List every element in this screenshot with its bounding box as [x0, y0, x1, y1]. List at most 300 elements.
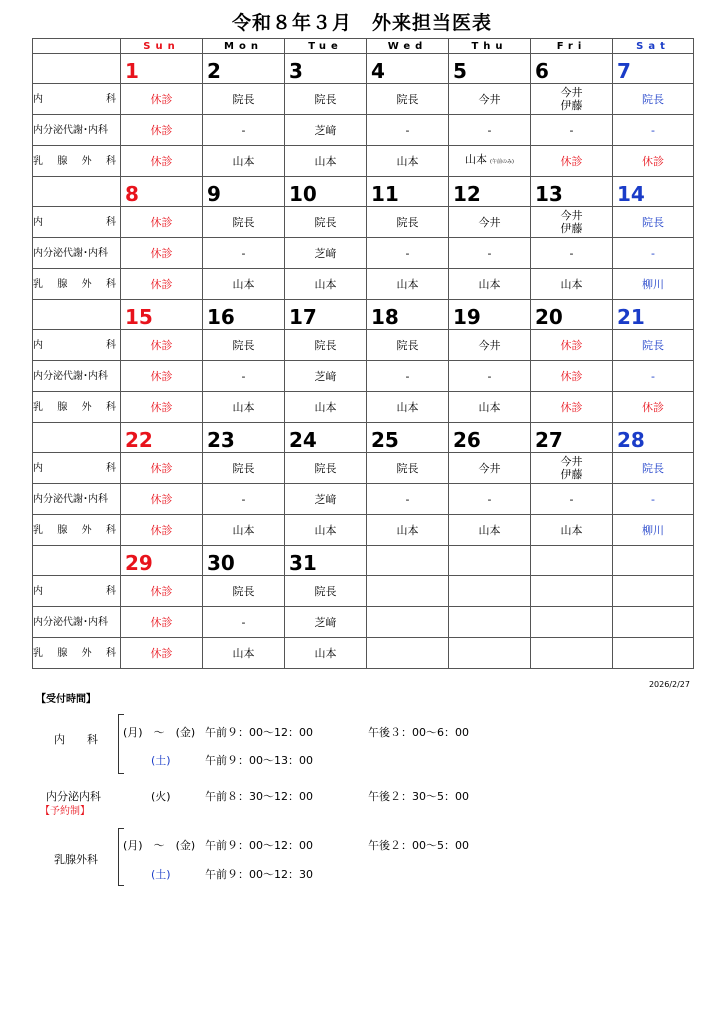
- doctor-name: 休診: [560, 400, 583, 414]
- doctor-name: 休診: [150, 123, 173, 137]
- schedule-cell-breast-fri: [531, 515, 613, 546]
- date-number: 1: [125, 59, 139, 83]
- schedule-cell-internal-tue: [285, 207, 367, 238]
- schedule-cell-endocrine-tue: [285, 238, 367, 269]
- schedule-cell-breast-fri: [531, 392, 613, 423]
- schedule-cell-breast-tue: [285, 638, 367, 669]
- schedule-cell-endocrine-mon: [203, 361, 285, 392]
- doctor-name: 休診: [150, 277, 173, 291]
- schedule-cell-breast-mon: [203, 392, 285, 423]
- schedule-cell-internal-fri: [531, 576, 613, 607]
- date-cell-tue: [285, 177, 367, 207]
- schedule-cell-internal-tue: [285, 453, 367, 484]
- week-label-blank: [33, 300, 121, 330]
- dept-label-char: 外: [81, 524, 92, 536]
- date-number: 22: [125, 428, 153, 452]
- doctor-name: 院長: [642, 92, 664, 106]
- reception-internal-weekday-am: 午前９：00～12：00: [205, 726, 313, 739]
- date-cell-wed: [367, 177, 449, 207]
- dept-label-text: [33, 216, 120, 229]
- dept-label-text: 内分泌代謝･内科: [33, 370, 108, 382]
- doctor-name: 山本: [232, 400, 255, 414]
- dept-label-char: 腺: [57, 647, 68, 659]
- reception-internal-label: 内 科: [54, 733, 98, 746]
- dept-label-char: 内: [33, 585, 43, 597]
- schedule-cell-breast-mon: [203, 515, 285, 546]
- dept-label-char: 科: [106, 462, 116, 474]
- date-number: 21: [617, 305, 645, 329]
- schedule-cell-breast-mon: [203, 638, 285, 669]
- doctor-name: 山本: [314, 523, 337, 537]
- doctor-name: 院長: [396, 461, 419, 475]
- dept-label-text: [33, 93, 120, 106]
- doctor-name: 芝﨑: [314, 369, 337, 383]
- doctor-name: 休診: [560, 338, 583, 352]
- doctor-name: 伊藤: [560, 99, 583, 112]
- date-number: 29: [125, 551, 153, 575]
- doctor-name: -: [569, 123, 574, 137]
- reception-title: 【受付時間】: [36, 694, 96, 705]
- dept-label-text: [33, 401, 120, 414]
- dept-label-char: 科: [105, 524, 116, 536]
- doctor-name: 山本: [560, 277, 583, 291]
- doctor-name: 休診: [560, 369, 583, 383]
- doctor-name: 山本: [396, 154, 419, 168]
- doctor-name: -: [241, 246, 246, 260]
- doctor-name: 山本: [396, 400, 419, 414]
- doctor-name: 山本: [314, 277, 337, 291]
- doctor-name: 院長: [232, 461, 255, 475]
- doctor-name: 院長: [314, 584, 337, 598]
- dept-label-char: 外: [81, 401, 92, 413]
- date-cell-sun: [121, 546, 203, 576]
- week-date-row: [33, 546, 694, 576]
- schedule-cell-endocrine-wed: [367, 361, 449, 392]
- schedule-cell-endocrine-fri: [531, 115, 613, 146]
- day-header-thu: Thu: [449, 39, 531, 54]
- doctor-name: 山本: [314, 646, 337, 660]
- schedule-cell-breast-thu: [449, 269, 531, 300]
- reception-breast-weekday-days: (月) ～ (金): [123, 839, 196, 852]
- doctor-name: -: [405, 123, 410, 137]
- schedule-cell-internal-sun: [121, 84, 203, 115]
- doctor-name: -: [405, 246, 410, 260]
- date-number: 27: [535, 428, 563, 452]
- schedule-cell-endocrine-sat: [613, 607, 694, 638]
- doctor-name: 山本: [478, 523, 501, 537]
- reception-endocrine-note: 【予約制】: [40, 806, 90, 817]
- date-number: 31: [289, 551, 317, 575]
- reception-endocrine-pm: 午後２：30～5：00: [368, 790, 469, 803]
- schedule-cell-internal-fri: [531, 330, 613, 361]
- date-cell-tue: [285, 423, 367, 453]
- date-cell-mon: [203, 300, 285, 330]
- schedule-cell-internal-sun: [121, 453, 203, 484]
- dept-label-endocrine: [33, 484, 121, 515]
- schedule-cell-breast-tue: [285, 392, 367, 423]
- dept-label-text: 内分泌代謝･内科: [33, 616, 108, 628]
- date-number: 2: [207, 59, 221, 83]
- doctor-name: 休診: [150, 154, 173, 168]
- date-cell-wed: [367, 423, 449, 453]
- dept-label-text: [33, 524, 120, 537]
- schedule-cell-internal-wed: [367, 330, 449, 361]
- schedule-cell-internal-thu: [449, 453, 531, 484]
- doctor-name: 院長: [232, 584, 255, 598]
- dept-row-internal: [33, 207, 694, 238]
- doctor-name: 休診: [150, 400, 173, 414]
- date-number: 12: [453, 182, 481, 206]
- doctor-name: 山本: [560, 523, 583, 537]
- dept-label-text: [33, 462, 120, 475]
- doctor-name: 院長: [396, 92, 419, 106]
- schedule-cell-endocrine-thu: [449, 484, 531, 515]
- doctor-name: 休診: [150, 584, 173, 598]
- doctor-name: 休診: [150, 246, 173, 260]
- date-number: 5: [453, 59, 467, 83]
- dept-label-char: 科: [105, 155, 116, 167]
- doctor-name: 院長: [314, 215, 337, 229]
- doctor-name: 芝﨑: [314, 246, 337, 260]
- doctor-name: 院長: [396, 215, 419, 229]
- date-number: 6: [535, 59, 549, 83]
- date-cell-thu: [449, 546, 531, 576]
- morning-only-note: (午前のみ): [490, 159, 514, 165]
- date-number: 3: [289, 59, 303, 83]
- dept-row-internal: [33, 453, 694, 484]
- doctor-name: 休診: [560, 154, 583, 168]
- date-cell-fri: [531, 423, 613, 453]
- schedule-cell-internal-sun: [121, 330, 203, 361]
- schedule-cell-endocrine-mon: [203, 607, 285, 638]
- schedule-cell-internal-sat: [613, 84, 694, 115]
- schedule-cell-breast-sat: [613, 515, 694, 546]
- week-label-blank: [33, 546, 121, 576]
- date-number: 23: [207, 428, 235, 452]
- dept-label-char: 内: [33, 93, 43, 105]
- schedule-cell-internal-wed: [367, 207, 449, 238]
- dept-label-char: 乳: [33, 155, 43, 167]
- schedule-cell-breast-tue: [285, 269, 367, 300]
- dept-label-breast: [33, 269, 121, 300]
- schedule-cell-internal-sun: [121, 207, 203, 238]
- week-date-row: [33, 300, 694, 330]
- schedule-cell-endocrine-thu: [449, 238, 531, 269]
- schedule-cell-internal-thu: [449, 84, 531, 115]
- reception-endocrine-label: 内分泌内科: [46, 790, 101, 803]
- dept-label-char: 科: [105, 278, 116, 290]
- schedule-cell-endocrine-sat: [613, 484, 694, 515]
- doctor-name: -: [651, 123, 655, 137]
- date-cell-wed: [367, 546, 449, 576]
- dept-label-char: 腺: [57, 524, 68, 536]
- dept-label-char: 腺: [57, 278, 68, 290]
- doctor-name: 院長: [396, 338, 419, 352]
- dept-label-text: [33, 585, 120, 598]
- schedule-cell-endocrine-mon: [203, 484, 285, 515]
- doctor-name: 今井: [478, 215, 501, 229]
- day-header-row: [33, 39, 694, 54]
- schedule-cell-internal-sat: [613, 207, 694, 238]
- schedule-cell-internal-mon: [203, 453, 285, 484]
- dept-label-text: [33, 339, 120, 352]
- dept-label-char: 科: [106, 339, 116, 351]
- reception-breast-weekday-pm: 午後２：00～5：00: [368, 839, 469, 852]
- date-cell-tue: [285, 300, 367, 330]
- schedule-cell-internal-sat: [613, 453, 694, 484]
- doctor-name: -: [241, 492, 246, 506]
- doctor-name: 伊藤: [560, 222, 583, 235]
- dept-label-char: 内: [33, 216, 43, 228]
- dept-label-char: 腺: [57, 155, 68, 167]
- schedule-cell-internal-fri: [531, 453, 613, 484]
- reception-internal-weekday-days: (月) ～ (金): [123, 726, 196, 739]
- reception-endocrine-am: 午前８：30～12：00: [205, 790, 313, 803]
- schedule-cell-endocrine-fri: [531, 238, 613, 269]
- dept-label-text: [33, 278, 120, 291]
- date-cell-fri: [531, 300, 613, 330]
- dept-label-breast: [33, 638, 121, 669]
- doctor-name: 山本: [478, 400, 501, 414]
- dept-label-char: 科: [105, 647, 116, 659]
- dept-label-endocrine: [33, 238, 121, 269]
- dept-row-endocrine: [33, 115, 694, 146]
- date-cell-mon: [203, 546, 285, 576]
- dept-label-endocrine: [33, 115, 121, 146]
- doctor-name: 院長: [314, 461, 337, 475]
- dept-row-internal: [33, 84, 694, 115]
- schedule-cell-breast-wed: [367, 392, 449, 423]
- doctor-name: 院長: [642, 338, 664, 352]
- doctor-name: 山本: [396, 523, 419, 537]
- schedule-cell-internal-tue: [285, 330, 367, 361]
- doctor-name: 山本: [232, 646, 255, 660]
- schedule-cell-breast-tue: [285, 515, 367, 546]
- schedule-cell-breast-sat: [613, 269, 694, 300]
- doctor-name: 山本: [232, 277, 255, 291]
- schedule-cell-endocrine-sun: [121, 607, 203, 638]
- doctor-name: -: [487, 246, 492, 260]
- date-number: 8: [125, 182, 139, 206]
- doctor-name: 休診: [150, 338, 173, 352]
- dept-label-char: 内: [33, 339, 43, 351]
- schedule-cell-internal-mon: [203, 207, 285, 238]
- dept-row-breast: [33, 392, 694, 423]
- schedule-cell-breast-wed: [367, 269, 449, 300]
- date-cell-sat: [613, 423, 694, 453]
- schedule-cell-internal-thu: [449, 330, 531, 361]
- schedule-cell-breast-sun: [121, 638, 203, 669]
- dept-label-text: 内分泌代謝･内科: [33, 124, 108, 136]
- schedule-cell-endocrine-wed: [367, 238, 449, 269]
- schedule-cell-endocrine-wed: [367, 607, 449, 638]
- date-cell-thu: [449, 423, 531, 453]
- schedule-cell-endocrine-wed: [367, 484, 449, 515]
- date-cell-thu: [449, 300, 531, 330]
- schedule-cell-endocrine-mon: [203, 115, 285, 146]
- schedule-cell-endocrine-sat: [613, 361, 694, 392]
- week-date-row: [33, 423, 694, 453]
- date-cell-fri: [531, 54, 613, 84]
- date-cell-sat: [613, 300, 694, 330]
- schedule-cell-breast-sun: [121, 515, 203, 546]
- doctor-name: 山本: [478, 277, 501, 291]
- schedule-cell-internal-mon: [203, 576, 285, 607]
- schedule-cell-endocrine-mon: [203, 238, 285, 269]
- day-header-sun: Sun: [121, 39, 203, 54]
- schedule-cell-endocrine-sun: [121, 238, 203, 269]
- date-cell-wed: [367, 300, 449, 330]
- date-cell-sat: [613, 177, 694, 207]
- day-header-sat: Sat: [613, 39, 694, 54]
- doctor-name: 院長: [642, 461, 664, 475]
- date-cell-tue: [285, 546, 367, 576]
- dept-label-text: [33, 155, 120, 168]
- schedule-cell-breast-sun: [121, 146, 203, 177]
- dept-label-char: 科: [105, 401, 116, 413]
- schedule-cell-breast-sun: [121, 392, 203, 423]
- schedule-cell-endocrine-tue: [285, 607, 367, 638]
- date-number: 13: [535, 182, 563, 206]
- schedule-cell-endocrine-tue: [285, 484, 367, 515]
- doctor-name: 休診: [150, 646, 173, 660]
- dept-label-text: 内分泌代謝･内科: [33, 247, 108, 259]
- week-label-blank: [33, 423, 121, 453]
- doctor-name: 休診: [150, 92, 173, 106]
- schedule-cell-endocrine-fri: [531, 484, 613, 515]
- dept-label-char: 乳: [33, 524, 43, 536]
- date-cell-sat: [613, 54, 694, 84]
- schedule-cell-breast-mon: [203, 269, 285, 300]
- doctor-name: 院長: [232, 215, 255, 229]
- dept-label-char: 科: [106, 216, 116, 228]
- schedule-table: [32, 38, 694, 669]
- date-cell-sun: [121, 177, 203, 207]
- schedule-cell-internal-fri: [531, 84, 613, 115]
- day-header-wed: Wed: [367, 39, 449, 54]
- schedule-cell-endocrine-thu: [449, 361, 531, 392]
- date-number: 20: [535, 305, 563, 329]
- schedule-cell-breast-sat: [613, 392, 694, 423]
- date-number: 11: [371, 182, 399, 206]
- schedule-cell-internal-thu: [449, 207, 531, 238]
- dept-row-breast: [33, 269, 694, 300]
- dept-label-internal: [33, 576, 121, 607]
- date-cell-sat: [613, 546, 694, 576]
- reception-breast-weekday-am: 午前９：00～12：00: [205, 839, 313, 852]
- doctor-name: 院長: [232, 338, 255, 352]
- date-cell-wed: [367, 54, 449, 84]
- date-number: 26: [453, 428, 481, 452]
- schedule-cell-internal-wed: [367, 453, 449, 484]
- doctor-name: -: [487, 369, 492, 383]
- schedule-cell-internal-wed: [367, 84, 449, 115]
- dept-label-breast: [33, 392, 121, 423]
- dept-label-char: 科: [106, 585, 116, 597]
- doctor-name: 山本: [396, 277, 419, 291]
- schedule-cell-endocrine-wed: [367, 115, 449, 146]
- reception-endocrine-days: (火): [151, 790, 171, 803]
- date-number: 18: [371, 305, 399, 329]
- dept-label-char: 科: [106, 93, 116, 105]
- schedule-cell-breast-sun: [121, 269, 203, 300]
- corner-cell: [33, 39, 121, 54]
- reception-breast-label: 乳腺外科: [54, 853, 98, 866]
- schedule-cell-breast-sat: [613, 638, 694, 669]
- doctor-name: 柳川: [642, 523, 664, 537]
- dept-label-internal: [33, 330, 121, 361]
- doctor-name: 今井: [478, 338, 501, 352]
- date-cell-sun: [121, 54, 203, 84]
- doctor-name: 芝﨑: [314, 492, 337, 506]
- dept-row-internal: [33, 576, 694, 607]
- dept-row-breast: [33, 146, 694, 177]
- schedule-cell-breast-mon: [203, 146, 285, 177]
- date-number: 10: [289, 182, 317, 206]
- dept-label-endocrine: [33, 361, 121, 392]
- doctor-name: 今井: [560, 455, 583, 468]
- schedule-cell-breast-thu: [449, 638, 531, 669]
- doctor-name: 休診: [150, 215, 173, 229]
- doctor-name: 休診: [150, 461, 173, 475]
- schedule-cell-endocrine-sun: [121, 361, 203, 392]
- doctor-name: 院長: [232, 92, 255, 106]
- date-number: 9: [207, 182, 221, 206]
- dept-label-breast: [33, 515, 121, 546]
- doctor-name: 芝﨑: [314, 615, 337, 629]
- doctor-name: 休診: [150, 369, 173, 383]
- date-number: 25: [371, 428, 399, 452]
- schedule-cell-internal-mon: [203, 84, 285, 115]
- schedule-cell-breast-fri: [531, 638, 613, 669]
- date-cell-thu: [449, 54, 531, 84]
- date-number: 7: [617, 59, 631, 83]
- doctor-name: 今井: [478, 461, 501, 475]
- reception-internal-sat-am: 午前９：00～13：00: [205, 754, 313, 767]
- date-cell-sun: [121, 300, 203, 330]
- schedule-cell-internal-tue: [285, 576, 367, 607]
- date-number: 30: [207, 551, 235, 575]
- week-date-row: [33, 54, 694, 84]
- schedule-cell-internal-sat: [613, 330, 694, 361]
- doctor-name: -: [569, 246, 574, 260]
- dept-row-breast: [33, 515, 694, 546]
- schedule-cell-breast-wed: [367, 515, 449, 546]
- doctor-name: 芝﨑: [314, 123, 337, 137]
- doctor-name: 山本: [314, 154, 337, 168]
- doctor-name: 山本: [232, 523, 255, 537]
- schedule-cell-endocrine-tue: [285, 115, 367, 146]
- dept-row-endocrine: [33, 361, 694, 392]
- doctor-name: 今井: [560, 86, 583, 99]
- schedule-cell-breast-wed: [367, 146, 449, 177]
- schedule-cell-endocrine-sat: [613, 115, 694, 146]
- internal-bracket: [118, 714, 124, 774]
- doctor-name: 休診: [150, 492, 173, 506]
- schedule-cell-internal-mon: [203, 330, 285, 361]
- schedule-cell-endocrine-tue: [285, 361, 367, 392]
- doctor-name: -: [487, 492, 492, 506]
- doctor-name: -: [651, 246, 655, 260]
- reception-internal-sat-days: (土): [151, 754, 171, 767]
- dept-row-breast: [33, 638, 694, 669]
- schedule-cell-breast-tue: [285, 146, 367, 177]
- doctor-name: 伊藤: [560, 468, 583, 481]
- doctor-name: 休診: [150, 523, 173, 537]
- doctor-name: 山本: [314, 400, 337, 414]
- doctor-name: -: [651, 369, 655, 383]
- date-number: 17: [289, 305, 317, 329]
